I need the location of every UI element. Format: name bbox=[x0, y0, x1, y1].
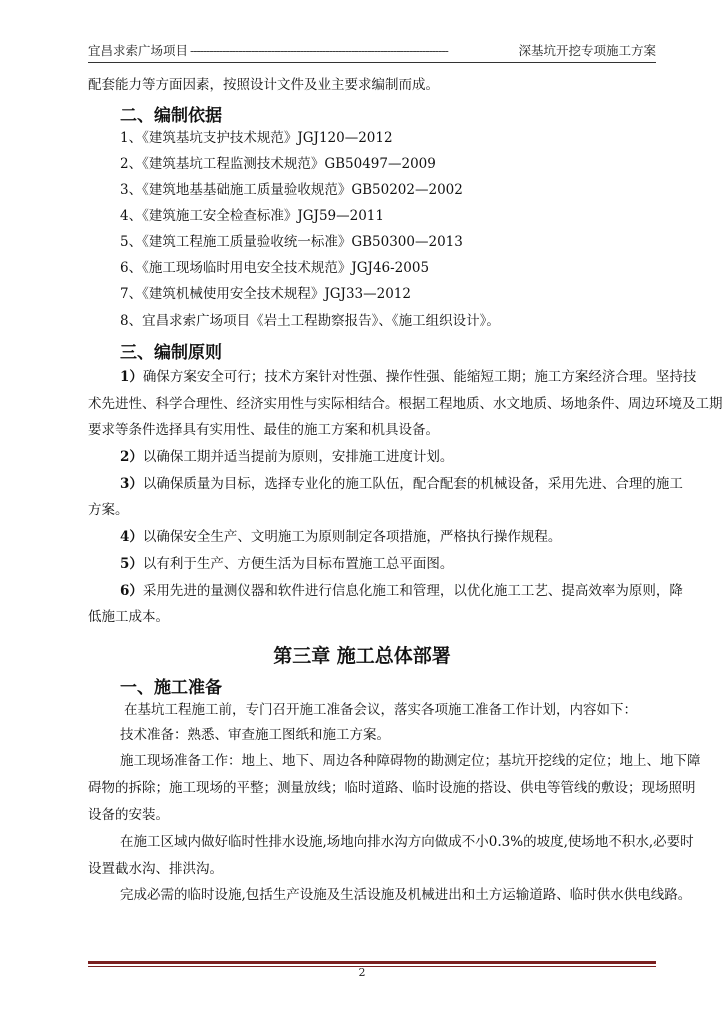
header-dash-leader: -------------------------------------------------------------------------------- bbox=[190, 42, 448, 58]
prep-line: 施工现场准备工作：地上、地下、周边各种障碍物的勘测定位；基坑开挖线的定位；地上、地下障 bbox=[120, 753, 701, 769]
principle-1-line-3: 要求等条件选择具有实用性、最佳的施工方案和机具设备。 bbox=[88, 422, 439, 438]
principle-number: 6） bbox=[120, 583, 143, 599]
principle-text: 以有利于生产、方便生活为目标布置施工总平面图。 bbox=[142, 556, 454, 572]
chapter-title: 第三章 施工总体部署 bbox=[273, 645, 451, 667]
prep-line: 设置截水沟、排洪沟。 bbox=[88, 861, 223, 877]
principle-3-line-1 bbox=[120, 474, 683, 494]
principle-6-line-1 bbox=[120, 581, 683, 601]
principle-number: 5） bbox=[120, 556, 143, 572]
section-title-principles: 三、编制原则 bbox=[120, 343, 222, 363]
principle-text: 以确保工期并适当提前为原则，安排施工进度计划。 bbox=[142, 449, 454, 465]
principle-5 bbox=[120, 554, 453, 574]
principle-4 bbox=[120, 527, 561, 547]
principle-text: 确保方案安全可行；技术方案针对性强、操作性强、能缩短工期；施工方案经济合理。坚持技 bbox=[142, 369, 697, 385]
principle-3-line-2: 方案。 bbox=[88, 502, 129, 518]
basis-item: 3、《建筑地基基础施工质量验收规范》GB50202—2002 bbox=[120, 182, 463, 198]
prep-line: 在基坑工程施工前，专门召开施工准备会议，落实各项施工准备工作计划，内容如下： bbox=[124, 702, 637, 718]
principle-number: 1） bbox=[120, 369, 143, 385]
principle-1-line-1 bbox=[120, 367, 697, 387]
header-doc-title: 深基坑开挖专项施工方案 bbox=[518, 43, 656, 58]
section-title-basis: 二、编制依据 bbox=[120, 106, 222, 126]
principle-text: 采用先进的量测仪器和软件进行信息化施工和管理，以优化施工工艺、提高效率为原则，降 bbox=[142, 583, 683, 599]
intro-line: 配套能力等方面因素，按照设计文件及业主要求编制而成。 bbox=[88, 77, 439, 93]
principle-text: 以确保质量为目标，选择专业化的施工队伍，配合配套的机械设备，采用先进、合理的施工 bbox=[142, 476, 683, 492]
basis-item: 2、《建筑基坑工程监测技术规范》GB50497—2009 bbox=[120, 156, 436, 172]
basis-item: 7、《建筑机械使用安全技术规程》JGJ33—2012 bbox=[120, 286, 411, 302]
prep-line: 技术准备：熟悉、审查施工图纸和施工方案。 bbox=[120, 727, 390, 743]
basis-item: 4、《建筑施工安全检查标准》JGJ59—2011 bbox=[120, 208, 384, 224]
prep-line: 在施工区域内做好临时性排水设施,场地向排水沟方向做成不小0.3%的坡度,使场地不积水,必要时 bbox=[120, 834, 694, 850]
principle-6-line-2: 低施工成本。 bbox=[88, 609, 169, 625]
basis-item: 6、《施工现场临时用电安全技术规范》JGJ46-2005 bbox=[120, 260, 430, 276]
page-header bbox=[88, 40, 656, 60]
basis-item: 1、《建筑基坑支护技术规范》JGJ120—2012 bbox=[120, 130, 393, 146]
principle-number: 2） bbox=[120, 449, 143, 465]
principle-2 bbox=[120, 447, 453, 467]
prep-line: 碍物的拆除；施工现场的平整；测量放线；临时道路、临时设施的搭设、供电等管线的敷设；现场照明 bbox=[88, 780, 696, 796]
principle-text: 以确保安全生产、文明施工为原则制定各项措施，严格执行操作规程。 bbox=[142, 529, 562, 545]
principle-1-line-2: 术先进性、科学合理性、经济实用性与实际相结合。根据工程地质、水文地质、场地条件、周边环境及工期 bbox=[88, 396, 723, 412]
basis-item: 8、宜昌求索广场项目《岩土工程勘察报告》、《施工组织设计》。 bbox=[120, 313, 500, 329]
header-project-name: 宜昌求索广场项目 bbox=[88, 43, 189, 58]
prep-line: 完成必需的临时设施,包括生产设施及生活设施及机械进出和土方运输道路、临时供水供电线路。 bbox=[120, 887, 692, 903]
principle-number: 3） bbox=[120, 476, 143, 492]
footer-rule bbox=[88, 961, 656, 964]
header-rule bbox=[88, 62, 656, 63]
basis-item: 5、《建筑工程施工质量验收统一标准》GB50300—2013 bbox=[120, 234, 463, 250]
principle-number: 4） bbox=[120, 529, 143, 545]
prep-line: 设备的安装。 bbox=[88, 807, 169, 823]
section-title-preparation: 一、施工准备 bbox=[120, 678, 222, 698]
page-number: 2 bbox=[358, 966, 366, 979]
